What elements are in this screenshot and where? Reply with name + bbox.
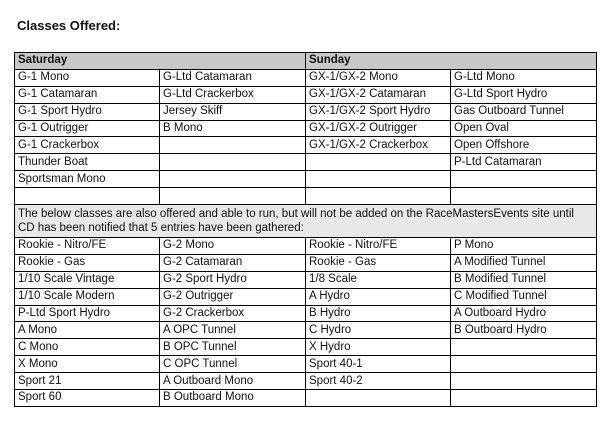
header-row	[15, 53, 597, 70]
table-cell: A Outboard Mono	[160, 373, 306, 390]
table-cell: G-1 Outrigger	[15, 120, 160, 137]
table-cell	[451, 339, 597, 356]
table-cell	[306, 171, 451, 188]
table-cell	[160, 188, 306, 205]
table-cell: C Hydro	[306, 322, 451, 339]
table-cell: G-Ltd Crackerbox	[160, 86, 306, 103]
table-cell: Sport 40-2	[306, 373, 451, 390]
table-row	[15, 238, 597, 255]
table-cell: Thunder Boat	[15, 154, 160, 171]
table-cell: GX-1/GX-2 Crackerbox	[306, 137, 451, 154]
table-cell: Open Oval	[451, 120, 597, 137]
table-cell: C Modified Tunnel	[451, 288, 597, 305]
table-cell: G-2 Crackerbox	[160, 305, 306, 322]
table-cell: Sport 40-1	[306, 356, 451, 373]
table-row	[15, 120, 597, 137]
table-cell: Rookie - Nitro/FE	[15, 238, 160, 255]
table-cell: G-2 Mono	[160, 238, 306, 255]
table-cell: C OPC Tunnel	[160, 356, 306, 373]
table-row	[15, 288, 597, 305]
table-cell: A Mono	[15, 322, 160, 339]
table-cell: GX-1/GX-2 Catamaran	[306, 86, 451, 103]
classes-table	[14, 52, 597, 407]
table-cell	[451, 390, 597, 407]
table-cell	[451, 356, 597, 373]
table-cell	[306, 188, 451, 205]
table-cell: A OPC Tunnel	[160, 322, 306, 339]
table-row	[15, 171, 597, 188]
table-cell: 1/10 Scale Vintage	[15, 271, 160, 288]
table-cell: G-Ltd Sport Hydro	[451, 86, 597, 103]
note-text: The below classes are also offered and able to run, but will not be added on the RaceMastersEvents site until CD has been notified that 5 entries have been gathered:	[15, 205, 597, 238]
table-cell: 1/8 Scale	[306, 271, 451, 288]
table-cell: B Hydro	[306, 305, 451, 322]
note-row	[15, 205, 597, 238]
sunday-header: Sunday	[306, 53, 597, 70]
table-cell: Jersey Skiff	[160, 103, 306, 120]
table-row	[15, 390, 597, 407]
table-cell: Rookie - Nitro/FE	[306, 238, 451, 255]
page-title: Classes Offered:	[17, 18, 121, 33]
table-cell: X Hydro	[306, 339, 451, 356]
table-row	[15, 69, 597, 86]
table-cell: A Hydro	[306, 288, 451, 305]
table-cell: Rookie - Gas	[15, 254, 160, 271]
table-row	[15, 305, 597, 322]
table-cell: B Mono	[160, 120, 306, 137]
table-cell	[15, 188, 160, 205]
table-cell	[160, 171, 306, 188]
table-cell: A Outboard Hydro	[451, 305, 597, 322]
table-cell: G-2 Catamaran	[160, 254, 306, 271]
table-cell: Sport 21	[15, 373, 160, 390]
table-cell: C Mono	[15, 339, 160, 356]
table-cell: G-1 Sport Hydro	[15, 103, 160, 120]
table-cell: G-2 Outrigger	[160, 288, 306, 305]
table-cell: 1/10 Scale Modern	[15, 288, 160, 305]
table-row	[15, 356, 597, 373]
table-cell: P-Ltd Sport Hydro	[15, 305, 160, 322]
table-cell: Open Offshore	[451, 137, 597, 154]
table-cell	[306, 154, 451, 171]
table-row	[15, 271, 597, 288]
table-cell: B OPC Tunnel	[160, 339, 306, 356]
table-cell	[451, 171, 597, 188]
table-row	[15, 339, 597, 356]
table-cell: B Outboard Mono	[160, 390, 306, 407]
table-row	[15, 322, 597, 339]
table-row	[15, 103, 597, 120]
table-cell: GX-1/GX-2 Outrigger	[306, 120, 451, 137]
table-cell: P-Ltd Catamaran	[451, 154, 597, 171]
table-row	[15, 154, 597, 171]
table-row	[15, 86, 597, 103]
table-cell	[160, 154, 306, 171]
table-cell: Rookie - Gas	[306, 254, 451, 271]
table-cell	[451, 373, 597, 390]
table-cell: G-Ltd Mono	[451, 69, 597, 86]
table-row	[15, 188, 597, 205]
table-cell: B Outboard Hydro	[451, 322, 597, 339]
table-cell: G-1 Catamaran	[15, 86, 160, 103]
table-cell: X Mono	[15, 356, 160, 373]
table-cell: GX-1/GX-2 Mono	[306, 69, 451, 86]
table-row	[15, 373, 597, 390]
table-cell	[160, 137, 306, 154]
table-row	[15, 254, 597, 271]
table-row	[15, 137, 597, 154]
table-cell	[306, 390, 451, 407]
table-cell: Sport 60	[15, 390, 160, 407]
table-cell: Gas Outboard Tunnel	[451, 103, 597, 120]
table-cell: P Mono	[451, 238, 597, 255]
table-cell: G-Ltd Catamaran	[160, 69, 306, 86]
table-cell: G-1 Mono	[15, 69, 160, 86]
table-cell: B Modified Tunnel	[451, 271, 597, 288]
table-cell: G-1 Crackerbox	[15, 137, 160, 154]
table-cell: Sportsman Mono	[15, 171, 160, 188]
table-cell: GX-1/GX-2 Sport Hydro	[306, 103, 451, 120]
table-cell	[451, 188, 597, 205]
table-cell: A Modified Tunnel	[451, 254, 597, 271]
table-cell: G-2 Sport Hydro	[160, 271, 306, 288]
saturday-header: Saturday	[15, 53, 306, 70]
